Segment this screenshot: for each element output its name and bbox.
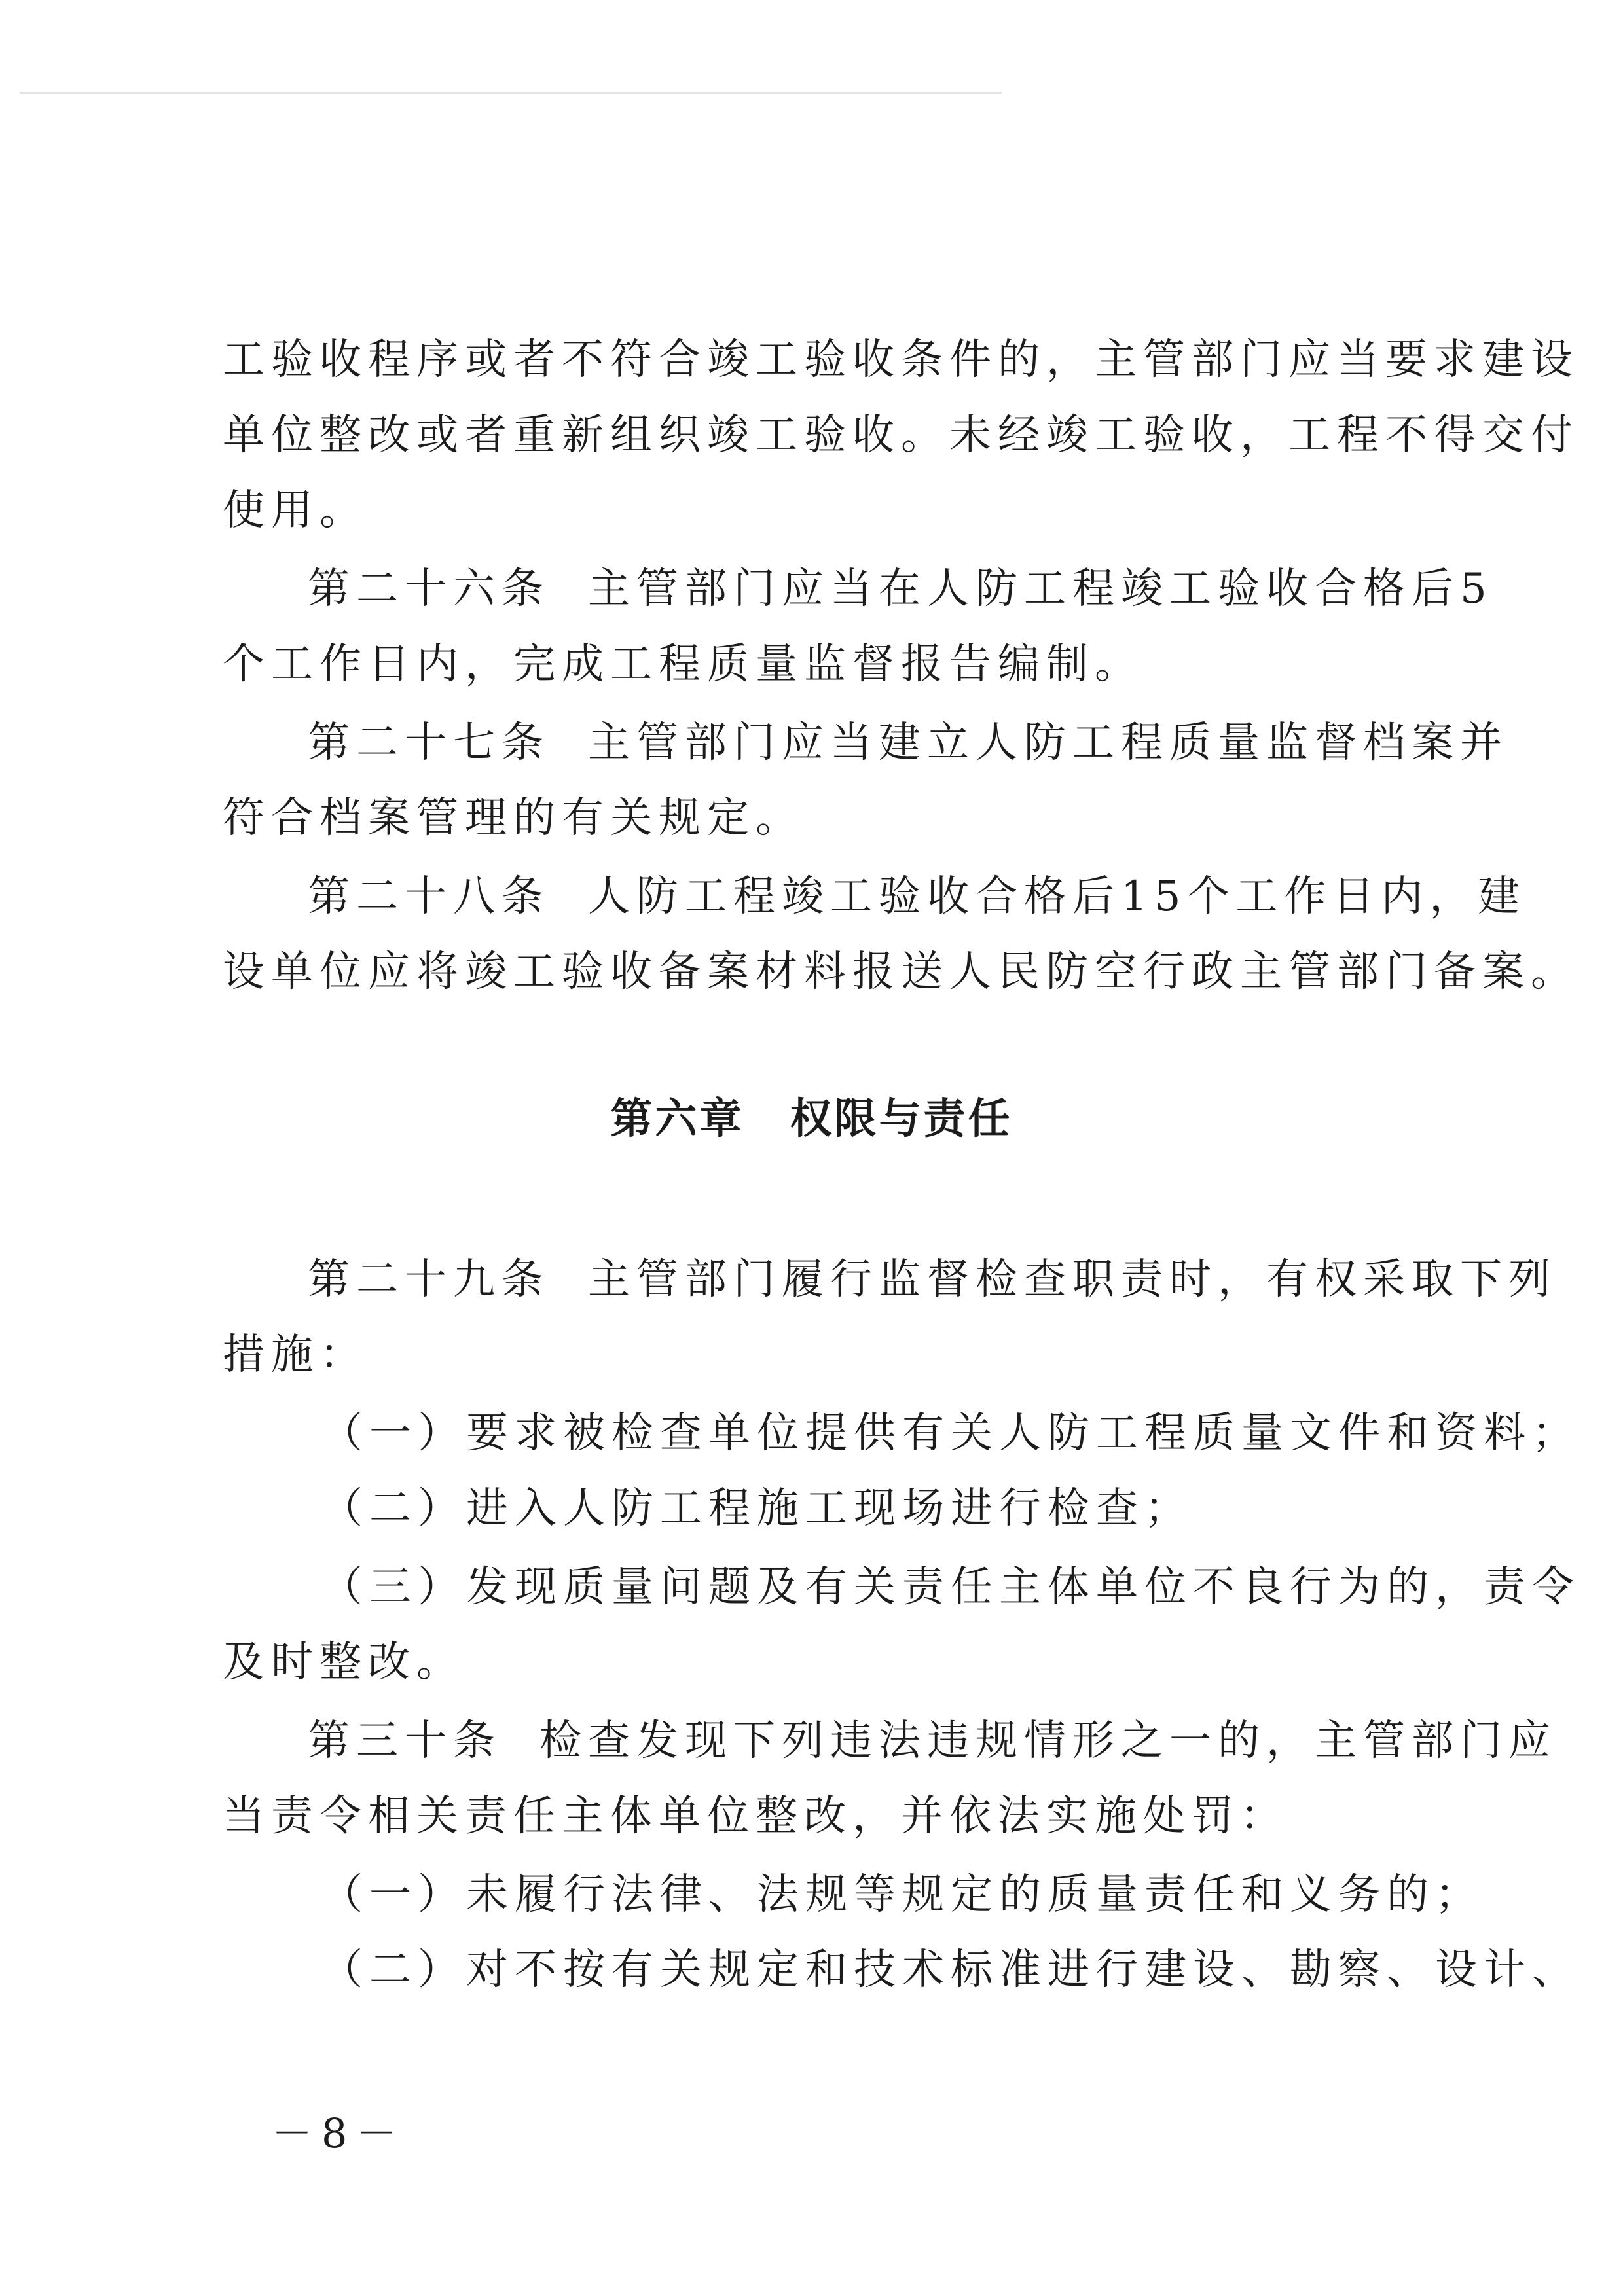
article-text: 主管部门履行监督检查职责时，有权采取下列 bbox=[588, 1255, 1557, 1304]
article-text: 检查发现下列违法违规情形之一的，主管部门应 bbox=[539, 1717, 1557, 1765]
scan-artifact-line bbox=[20, 92, 1002, 94]
paragraph-line: 当责令相关责任主体单位整改，并依法实施处罚： bbox=[223, 1792, 1288, 1840]
article-28 bbox=[308, 870, 1525, 923]
article-text: 主管部门应当建立人防工程质量监督档案并 bbox=[588, 719, 1508, 767]
article-label: 第二十九条 bbox=[308, 1255, 550, 1304]
article-27 bbox=[308, 717, 1525, 769]
paragraph-line: 符合档案管理的有关规定。 bbox=[223, 794, 804, 842]
article-text: 主管部门应当在人防工程竣工验收合格后5 bbox=[588, 565, 1493, 613]
paragraph-line: 使用。 bbox=[223, 486, 368, 535]
article-text: 人防工程竣工验收合格后15个工作日内，建 bbox=[588, 872, 1527, 921]
paragraph-line: 措施： bbox=[223, 1331, 368, 1379]
list-item: （三）发现质量问题及有关责任主体单位不良行为的，责令 bbox=[321, 1563, 1580, 1611]
article-26 bbox=[308, 563, 1525, 615]
chapter-title: 权限与责任 bbox=[790, 1095, 1013, 1143]
chapter-number: 第六章 bbox=[610, 1095, 744, 1143]
article-label: 第二十八条 bbox=[308, 872, 550, 921]
list-item: （一）要求被检查单位提供有关人防工程质量文件和资料； bbox=[321, 1409, 1580, 1458]
paragraph-line: 单位整改或者重新组织竣工验收。未经竣工验收，工程不得交付 bbox=[223, 411, 1579, 459]
page-number: －8－ bbox=[272, 2109, 407, 2157]
article-label: 第二十七条 bbox=[308, 719, 550, 767]
list-item: （二）进入人防工程施工现场进行检查； bbox=[321, 1484, 1193, 1533]
paragraph-line: 及时整改。 bbox=[223, 1638, 465, 1687]
paragraph-line: 设单位应将竣工验收备案材料报送人民防空行政主管部门备案。 bbox=[223, 948, 1579, 996]
article-label: 第三十条 bbox=[308, 1717, 501, 1765]
chapter-heading bbox=[0, 1093, 1623, 1145]
list-item: （二）对不按有关规定和技术标准进行建设、勘察、设计、 bbox=[321, 1946, 1580, 1994]
article-30 bbox=[308, 1715, 1557, 1767]
article-29 bbox=[308, 1253, 1557, 1306]
paragraph-line: 个工作日内，完成工程质量监督报告编制。 bbox=[223, 640, 1143, 689]
list-item: （一）未履行法律、法规等规定的质量责任和义务的； bbox=[321, 1871, 1484, 1919]
article-label: 第二十六条 bbox=[308, 565, 550, 613]
paragraph-line: 工验收程序或者不符合竣工验收条件的，主管部门应当要求建设 bbox=[223, 336, 1579, 384]
